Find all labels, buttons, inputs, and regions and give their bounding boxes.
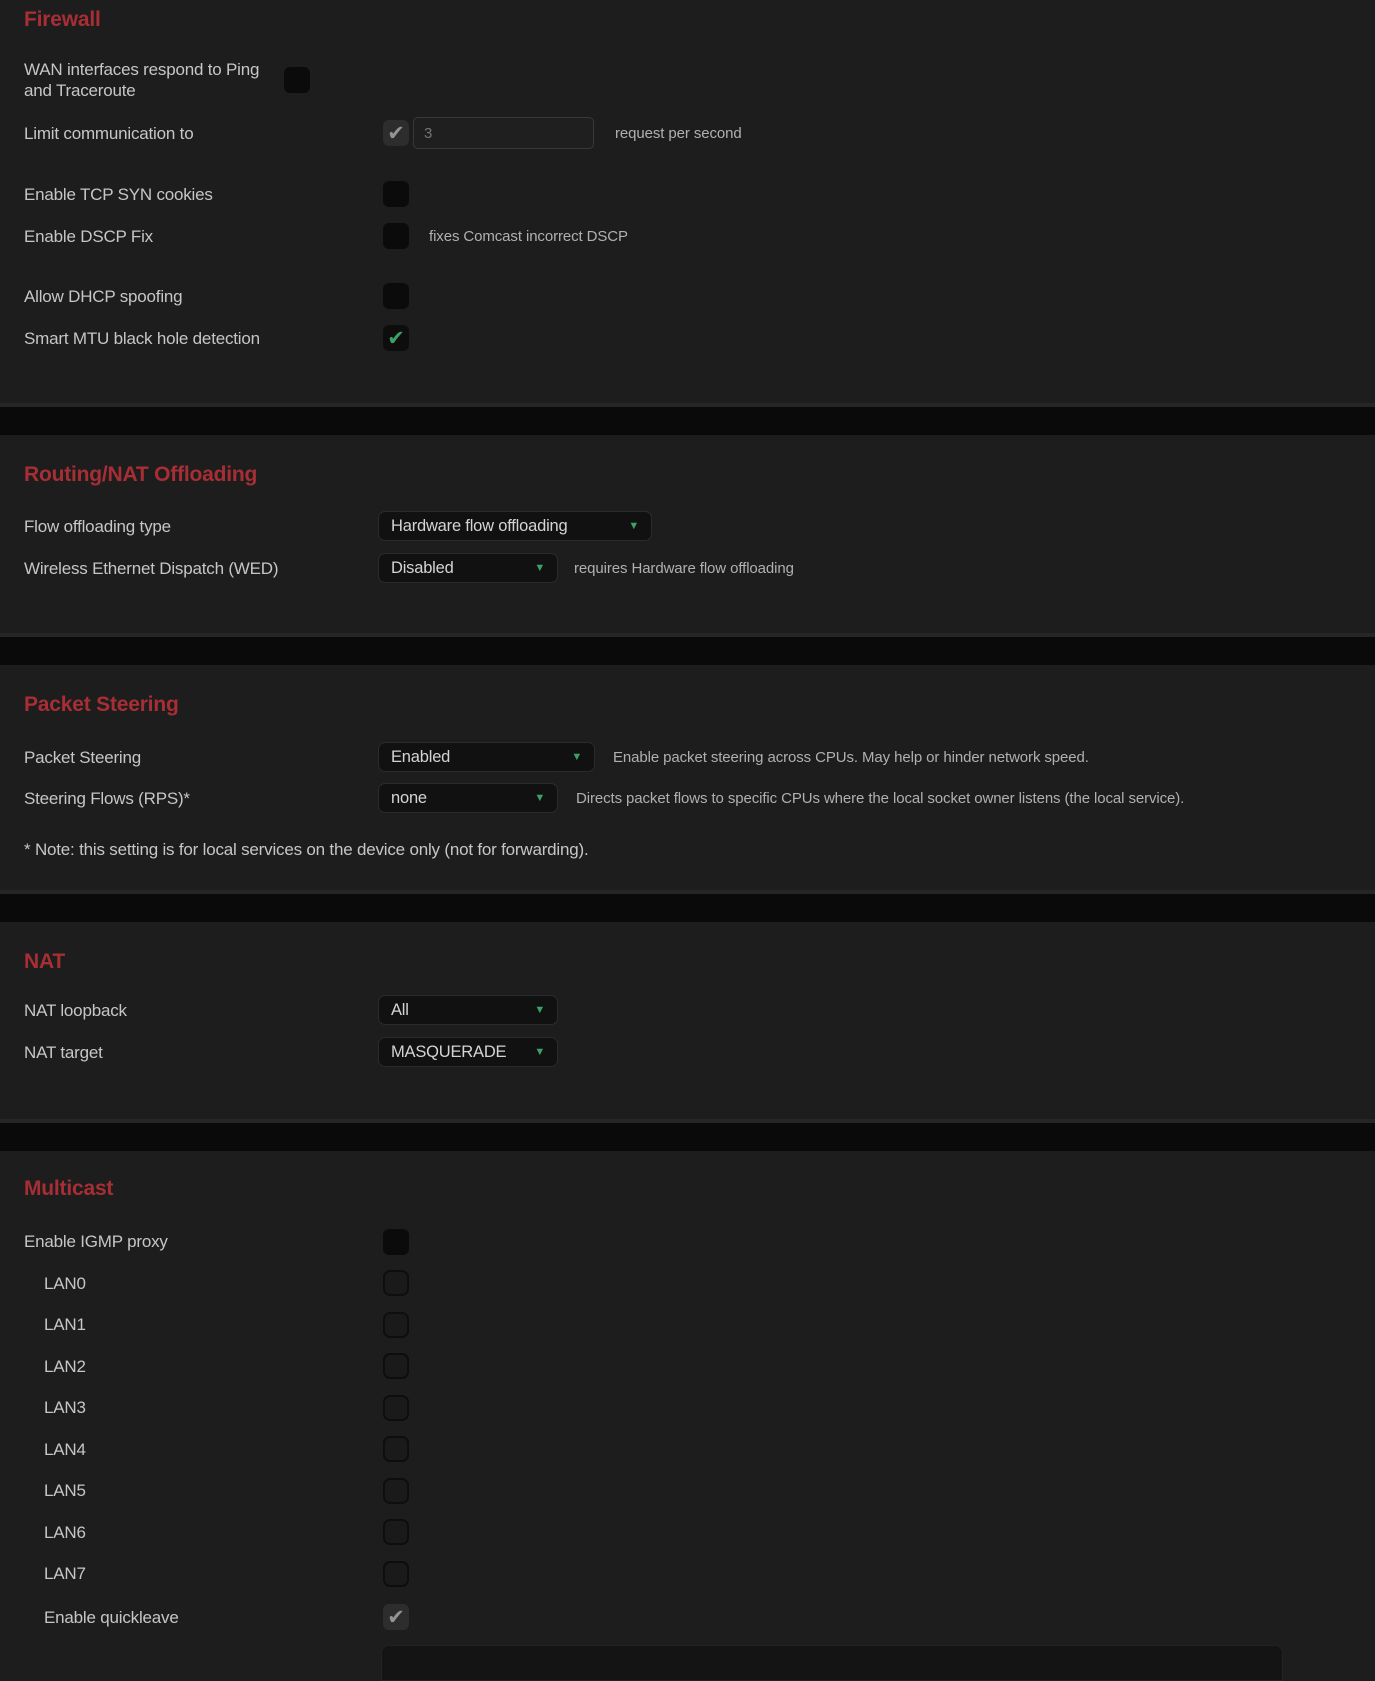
dropdown-arrow-icon: ▼	[534, 561, 545, 574]
dropdown-arrow-icon: ▼	[534, 1003, 545, 1016]
wan-ping-checkbox[interactable]	[284, 67, 310, 93]
steering-flows-value: none	[391, 788, 427, 807]
routing-heading: Routing/NAT Offloading	[24, 463, 258, 486]
dropdown-arrow-icon: ▼	[628, 519, 639, 532]
setting-row-wan-ping	[0, 58, 1375, 102]
setting-row-lan7	[0, 1561, 1375, 1587]
dropdown-arrow-icon: ▼	[534, 1045, 545, 1058]
setting-row-dscp-fix	[0, 223, 1375, 249]
lan7-checkbox[interactable]	[383, 1561, 409, 1587]
setting-row-steering-flows	[0, 783, 1375, 813]
checkmark-icon: ✔	[387, 1605, 405, 1629]
section-routing-nat-offloading	[0, 435, 1375, 637]
setting-row-dhcp-spoofing	[0, 283, 1375, 309]
lan3-label: LAN3	[44, 1398, 86, 1417]
lan5-checkbox[interactable]	[383, 1478, 409, 1504]
flow-offloading-label: Flow offloading type	[24, 516, 171, 536]
nat-target-select[interactable]	[378, 1037, 558, 1067]
steering-flows-select[interactable]	[378, 783, 558, 813]
packet-steering-value: Enabled	[391, 747, 451, 766]
checkmark-icon: ✔	[387, 121, 405, 145]
nat-loopback-label: NAT loopback	[24, 1000, 127, 1020]
lan6-checkbox[interactable]	[383, 1519, 409, 1545]
setting-row-nat-target	[0, 1037, 1375, 1067]
setting-row-lan4	[0, 1436, 1375, 1462]
setting-row-smart-mtu	[0, 325, 1375, 351]
tcp-syn-checkbox[interactable]	[383, 181, 409, 207]
setting-row-lan6	[0, 1519, 1375, 1545]
wan-ping-label: WAN interfaces respond to Ping and Traceroute	[24, 60, 260, 100]
nat-loopback-value: All	[391, 1000, 409, 1019]
setting-row-tcp-syn	[0, 181, 1375, 207]
flow-offloading-value: Hardware flow offloading	[391, 516, 568, 535]
lan3-checkbox[interactable]	[383, 1395, 409, 1421]
setting-row-rate-limit	[0, 117, 1375, 149]
multicast-heading: Multicast	[24, 1177, 114, 1200]
packet-steering-heading: Packet Steering	[24, 693, 179, 716]
nat-target-label: NAT target	[24, 1042, 103, 1062]
wed-value: Disabled	[391, 558, 454, 577]
tcp-syn-label: Enable TCP SYN cookies	[24, 184, 213, 204]
igmp-proxy-checkbox[interactable]	[383, 1229, 409, 1255]
lan4-label: LAN4	[44, 1439, 86, 1459]
section-nat	[0, 922, 1375, 1123]
setting-row-lan2	[0, 1353, 1375, 1379]
lan5-label: LAN5	[44, 1481, 86, 1500]
igmp-proxy-label: Enable IGMP proxy	[24, 1232, 168, 1251]
section-multicast	[0, 1151, 1375, 1681]
lan4-checkbox[interactable]	[383, 1436, 409, 1462]
wed-hint: requires Hardware flow offloading	[574, 559, 794, 577]
rate-limit-input[interactable]	[413, 117, 594, 149]
firewall-heading: Firewall	[24, 8, 101, 31]
quickleave-checkbox[interactable]	[383, 1604, 409, 1630]
packet-steering-hint: Enable packet steering across CPUs. May help or hinder network speed.	[613, 748, 1089, 766]
setting-row-lan0	[0, 1270, 1375, 1296]
steering-flows-hint: Directs packet flows to specific CPUs where the local socket owner listens (the local service).	[576, 789, 1185, 807]
dscp-fix-hint: fixes Comcast incorrect DSCP	[429, 227, 628, 245]
lan6-label: LAN6	[44, 1522, 86, 1542]
nat-heading: NAT	[24, 950, 66, 973]
nat-target-value: MASQUERADE	[391, 1042, 507, 1061]
setting-row-lan3	[0, 1395, 1375, 1421]
wed-select[interactable]	[378, 553, 558, 583]
dscp-fix-label: Enable DSCP Fix	[24, 226, 153, 246]
lan0-checkbox[interactable]	[383, 1270, 409, 1296]
rate-limit-hint: request per second	[615, 124, 742, 142]
setting-row-lan5	[0, 1478, 1375, 1504]
smart-mtu-checkbox[interactable]	[383, 325, 409, 351]
setting-row-nat-loopback	[0, 995, 1375, 1025]
quickleave-label: Enable quickleave	[44, 1607, 179, 1627]
checkmark-icon: ✔	[387, 326, 405, 350]
section-packet-steering	[0, 665, 1375, 894]
setting-row-wed	[0, 553, 1375, 583]
dhcp-spoofing-label: Allow DHCP spoofing	[24, 286, 183, 306]
dropdown-arrow-icon: ▼	[571, 750, 582, 763]
lan7-label: LAN7	[44, 1564, 86, 1583]
wed-label: Wireless Ethernet Dispatch (WED)	[24, 558, 279, 578]
dscp-fix-checkbox[interactable]	[383, 223, 409, 249]
setting-row-packet-steering	[0, 742, 1375, 772]
setting-row-flow-offloading	[0, 511, 1375, 541]
bottom-textarea[interactable]	[381, 1645, 1283, 1681]
smart-mtu-label: Smart MTU black hole detection	[24, 328, 260, 348]
rate-limit-label: Limit communication to	[24, 123, 194, 143]
dhcp-spoofing-checkbox[interactable]	[383, 283, 409, 309]
packet-steering-select[interactable]	[378, 742, 595, 772]
section-firewall	[0, 0, 1375, 407]
dropdown-arrow-icon: ▼	[534, 791, 545, 804]
lan1-checkbox[interactable]	[383, 1312, 409, 1338]
flow-offloading-select[interactable]	[378, 511, 652, 541]
nat-loopback-select[interactable]	[378, 995, 558, 1025]
packet-steering-note: * Note: this setting is for local services on the device only (not for forwarding).	[24, 840, 589, 859]
lan2-label: LAN2	[44, 1356, 86, 1376]
lan2-checkbox[interactable]	[383, 1353, 409, 1379]
steering-flows-label: Steering Flows (RPS)*	[24, 788, 190, 808]
rate-limit-checkbox[interactable]	[383, 120, 409, 146]
packet-steering-label: Packet Steering	[24, 747, 142, 767]
setting-row-quickleave	[0, 1602, 1375, 1632]
lan1-label: LAN1	[44, 1315, 86, 1334]
lan0-label: LAN0	[44, 1273, 86, 1293]
setting-row-lan1	[0, 1312, 1375, 1338]
setting-row-igmp-proxy	[0, 1228, 1375, 1255]
